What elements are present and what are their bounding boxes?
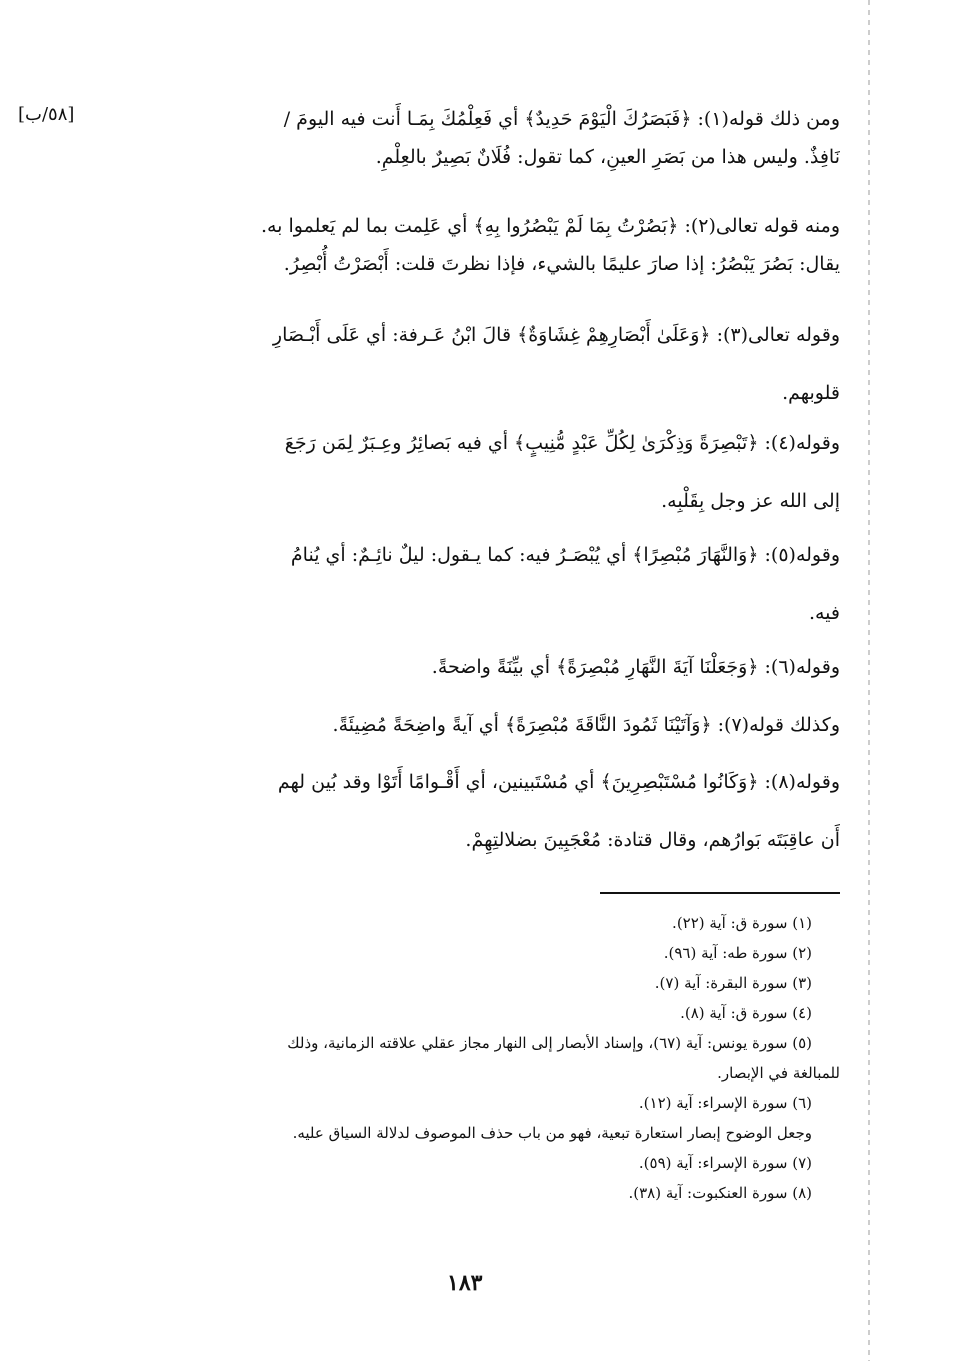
paragraph-line: يقال: بَصُرَ يَبْصُرُ: إذا صارَ عليمًا بالشيء، فإذا نظرتَ قلت: أَبْصَرْتُ أُبْصِرُ. xyxy=(283,253,840,275)
footnote-note: وجعل الوضوح إبصار استعارة تبعية، فهو من باب حذف الموصوف لدلالة السياق عليه. xyxy=(292,1124,812,1142)
footnote-separator xyxy=(600,892,840,894)
page-number: ١٨٣ xyxy=(447,1270,483,1296)
paragraph-line: قلوبهم. xyxy=(782,382,840,404)
paragraph-line: وكذلك قوله(٧): ﴿وَآتَيْنَا ثَمُودَ النَّاقَةَ مُبْصِرَةً﴾ أي آيةً واضِحَةً مُضِيئَةً. xyxy=(332,714,840,736)
footnote-item: (٢) سورة طه: آية (٩٦). xyxy=(663,944,812,962)
paragraph-line: إلى الله عز وجل بِقَلْبِه. xyxy=(661,490,840,512)
paragraph-3 xyxy=(128,316,840,412)
paragraph-line: وقوله(٦): ﴿وَجَعَلْنَا آيَةَ النَّهَارِ مُبْصِرَةً﴾ أي بيِّنَةً واضحةً. xyxy=(431,656,840,678)
paragraph-line: وقوله(٥): ﴿وَالنَّهَارَ مُبْصِرًا﴾ أي يُبْصَـرُ فيه: كما يـقول: ليلٌ نائِـمٌ: أي يُنامُ xyxy=(290,544,840,566)
paragraph-line: ومنه قوله تعالى(٢): ﴿بَصُرْتُ بِمَا لَمْ يَبْصُرُوا بِهِ﴾ أي عَلِمت بما لم يَعلموا به. xyxy=(260,215,840,237)
footnotes xyxy=(128,908,840,1208)
paragraph-4 xyxy=(128,424,840,520)
paragraph-line: أَن عاقِبَتَه بَوارُهم، وقال قتادة: مُعْجَبِينَ بضلالتِهِمْ. xyxy=(465,829,840,851)
paragraph-7 xyxy=(128,706,840,744)
paragraph-line: نَافِذٌ. وليس هذا من بَصَرِ العينِ، كما تقول: فُلَانٌ بَصِيرٌ بالعِلْمِ. xyxy=(375,146,840,168)
binding-margin-dots xyxy=(868,0,870,1361)
footnote-item: (٨) سورة العنكبوت: آية (٣٨). xyxy=(628,1184,812,1202)
paragraph-2 xyxy=(128,207,840,283)
footnote-item: (٥) سورة يونس: آية (٦٧)، وإسناد الأبصار إلى النهار مجاز عقلي علاقته الزمانية، وذلك xyxy=(287,1034,812,1052)
footnote-item: (٣) سورة البقرة: آية (٧). xyxy=(654,974,812,992)
paragraph-8 xyxy=(128,763,840,859)
paragraph-line: فيه. xyxy=(808,602,840,624)
paragraph-line: ومن ذلك قوله(١): ﴿فَبَصَرُكَ الْيَوْمَ حَدِيدٌ﴾ أي فَعِلْمُكَ بِمَـا أَنت فيه اليومَ / xyxy=(283,108,840,130)
paragraph-line: وقوله(٨): ﴿وَكَانُوا مُسْتَبْصِرِينَ﴾ أي مُسْتَبينين، أي أَقْـوامًا أَتَوْا وقد بُين لهم xyxy=(277,771,840,793)
paragraph-line: وقوله(٤): ﴿تَبْصِرَةً وَذِكْرَىٰ لِكُلِّ عَبْدٍ مُّنِيبٍ﴾ أي فيه بَصائِرُ وعِـبَرٌ لِمَن رَجَعَ xyxy=(284,432,840,454)
footnote-item: (٧) سورة الإسراء: آية (٥٩). xyxy=(638,1154,812,1172)
paragraph-5 xyxy=(128,536,840,632)
paragraph-line: وقوله تعالى(٣): ﴿وَعَلَىٰ أَبْصَارِهِمْ غِشَاوَةٌ﴾ قالَ ابْنُ عَـرفة: أي عَلَى أَبْـصَارِ xyxy=(272,324,840,346)
footnote-item: (٦) سورة الإسراء: آية (١٢). xyxy=(638,1094,812,1112)
paragraph-6 xyxy=(128,648,840,686)
paragraph-1 xyxy=(128,100,840,176)
footnote-item: (٤) سورة ق: آية (٨). xyxy=(680,1004,812,1022)
manuscript-folio-marker: [٥٨/ب] xyxy=(18,104,75,125)
footnote-item: (١) سورة ق: آية (٢٢). xyxy=(672,914,812,932)
footnote-continuation: للمبالغة في الإبصار. xyxy=(717,1064,840,1082)
